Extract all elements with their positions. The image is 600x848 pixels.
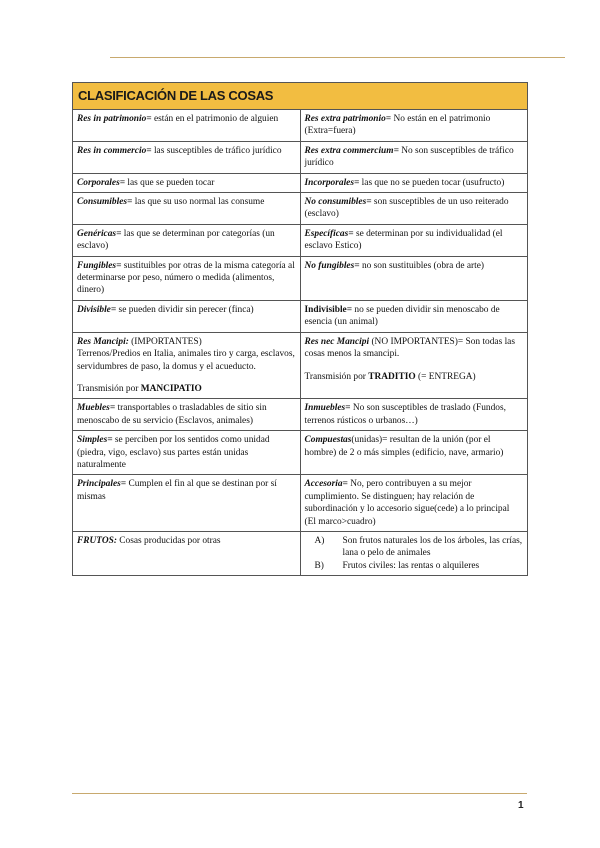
table-cell-right: Accesoria= No, pero contribuyen a su mejor cumplimiento. Se distinguen; hay relación de subordinación y lo accesorio sigue(cede) a lo principal (El marco>cuadro) — [300, 475, 528, 532]
table-cell-right: Res nec Mancipi (NO IMPORTANTES)= Son todas las cosas menos la smancipi. Transmisión por TRADITIO (= ENTREGA) — [300, 332, 528, 399]
table-cell-left: Res in patrimonio= están en el patrimonio de alguien — [73, 110, 301, 142]
table-cell-left: Principales= Cumplen el fin al que se destinan por sí mismas — [73, 475, 301, 532]
table-row — [73, 300, 528, 332]
table-cell-right: Inmuebles= No son susceptibles de traslado (Fundos, terrenos rústicos o urbanos…) — [300, 399, 528, 431]
table-row — [73, 110, 528, 142]
table-row — [73, 399, 528, 431]
table-row — [73, 256, 528, 300]
table-cell-right: Res extra commercium= No son susceptibles de tráfico jurídico — [300, 141, 528, 173]
table-row — [73, 193, 528, 225]
header-rule — [110, 57, 565, 58]
table-row — [73, 224, 528, 256]
table-cell-right: Incorporales= las que no se pueden tocar (usufructo) — [300, 173, 528, 192]
table-cell-left: Divisible= se pueden dividir sin perecer (finca) — [73, 300, 301, 332]
classification-table — [72, 82, 528, 576]
list-item: A) Son frutos naturales los de los árboles, las crías, lana o pelo de animales — [314, 535, 523, 559]
table-row — [73, 141, 528, 173]
table-cell-right: Res extra patrimonio= No están en el patrimonio (Extra=fuera) — [300, 110, 528, 142]
table-cell-left: Res Mancipi: (IMPORTANTES) Terrenos/Predios en Italia, animales tiro y carga, esclavos, servidumbres de paso, la domus y el acueducto. Transmisión por MANCIPATIO — [73, 332, 301, 399]
table-row — [73, 431, 528, 475]
table-title: CLASIFICACIÓN DE LAS COSAS — [73, 83, 528, 110]
table-cell-left: Muebles= transportables o trasladables de sitio sin menoscabo de su servicio (Esclavos, animales) — [73, 399, 301, 431]
table-cell-left: Corporales= las que se pueden tocar — [73, 173, 301, 192]
table-cell-right: Específicas= se determinan por su individualidad (el esclavo Estico) — [300, 224, 528, 256]
footer-rule — [72, 793, 527, 794]
table-cell-right — [300, 531, 528, 575]
frutos-list — [305, 535, 524, 572]
table-cell-right: Indivisible= no se pueden dividir sin menoscabo de esencia (un animal) — [300, 300, 528, 332]
table-cell-right: No consumibles= son susceptibles de un uso reiterado (esclavo) — [300, 193, 528, 225]
table-row — [73, 173, 528, 192]
table-cell-left: Genéricas= las que se determinan por categorías (un esclavo) — [73, 224, 301, 256]
table-row — [73, 475, 528, 532]
list-item: B) Frutos civiles: las rentas o alquileres — [314, 560, 480, 571]
table-cell-right: No fungibles= no son sustituibles (obra de arte) — [300, 256, 528, 300]
page-number: 1 — [518, 800, 524, 811]
table-cell-right: Compuestas(unidas)= resultan de la unión (por el hombre) de 2 o más simples (edificio, nave, armario) — [300, 431, 528, 475]
table-row-mancipi — [73, 332, 528, 399]
table-cell-left: Simples= se perciben por los sentidos como unidad (piedra, vigo, esclavo) sus partes están unidas naturalmente — [73, 431, 301, 475]
table-title-row — [73, 83, 528, 110]
table-cell-left: Res in commercio= las susceptibles de tráfico jurídico — [73, 141, 301, 173]
table-cell-left: Fungibles= sustituibles por otras de la misma categoría al determinarse por peso, número o medida (alimentos, dinero) — [73, 256, 301, 300]
table-row-frutos — [73, 531, 528, 575]
table-cell-left: Consumibles= las que su uso normal las consume — [73, 193, 301, 225]
table-cell-left: FRUTOS: Cosas producidas por otras — [73, 531, 301, 575]
